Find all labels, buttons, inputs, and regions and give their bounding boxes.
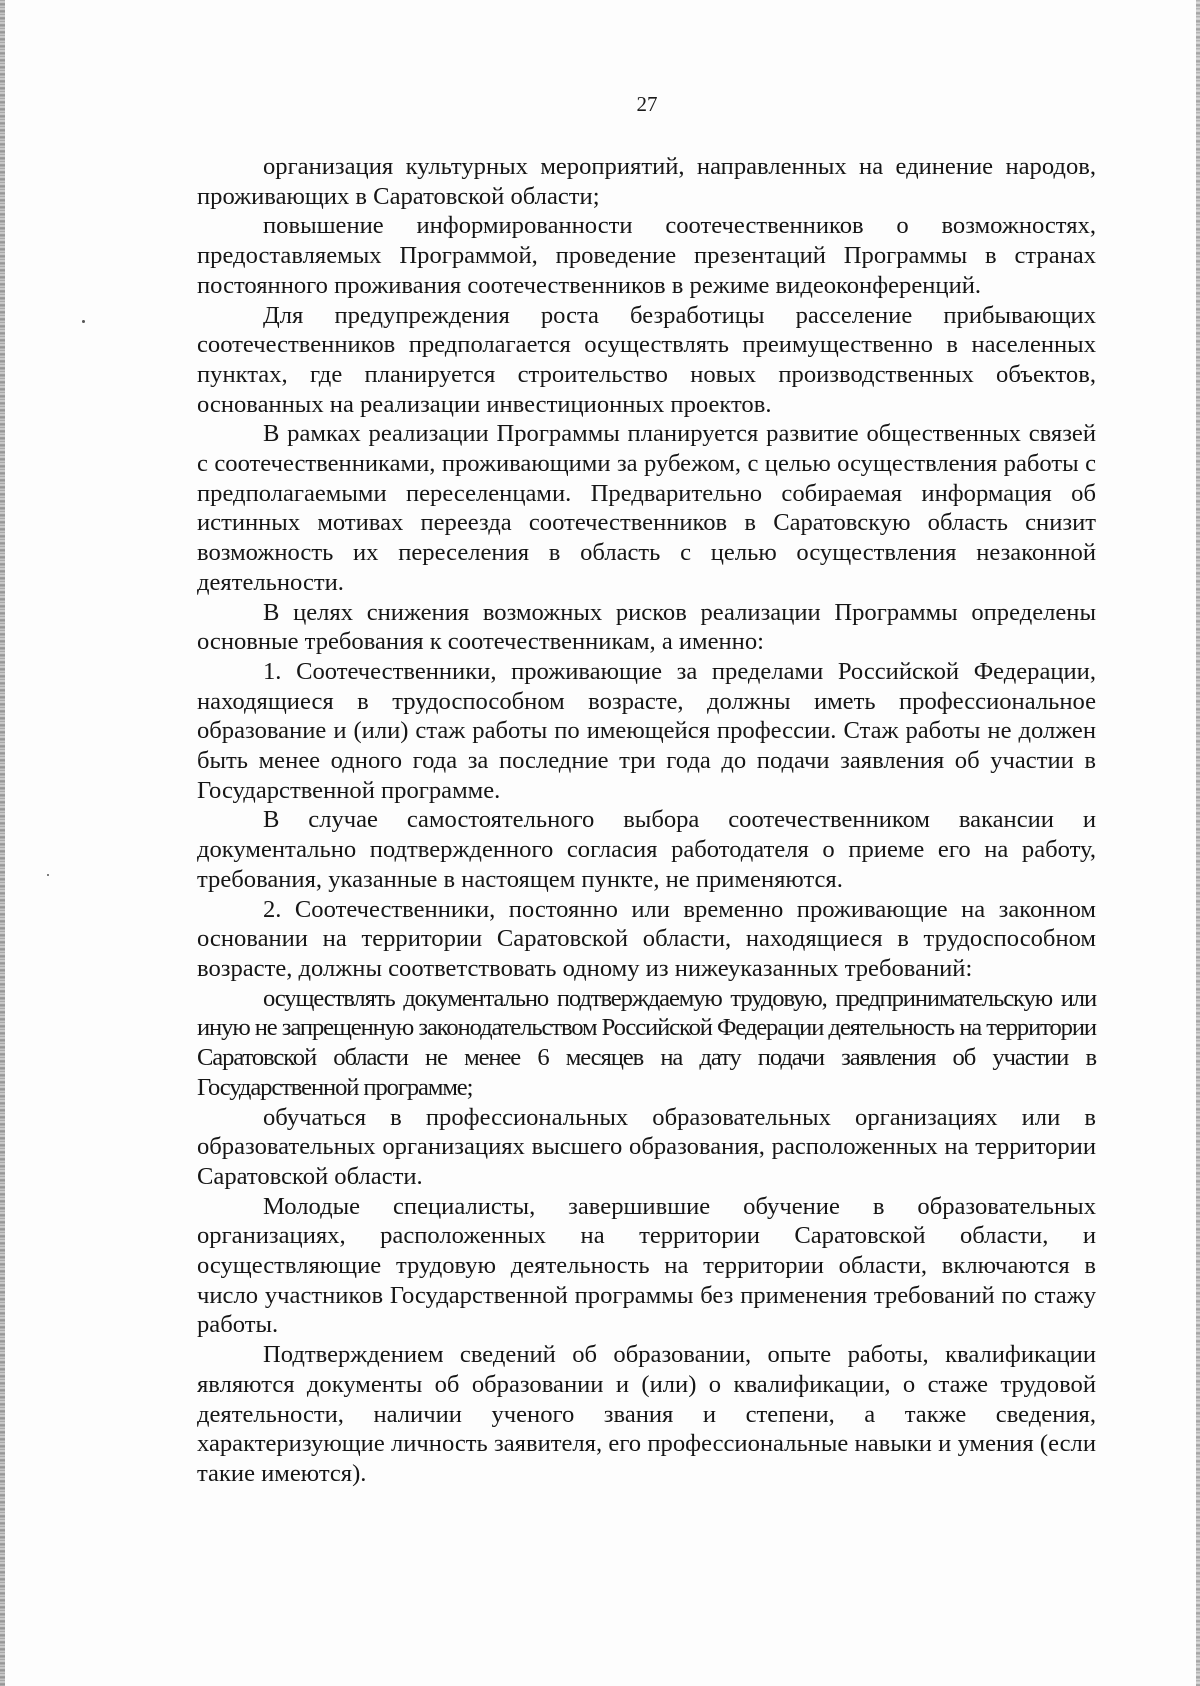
paragraph-requirement-2: 2. Соотечественники, постоянно или временно проживающие на законном основании на территории Саратовской области, находящиеся в трудоспособном возрасте, должны соответствовать одному из нижеуказанных требований: — [197, 895, 1096, 982]
paragraph-cultural-events: организация культурных мероприятий, направленных на единение народов, проживающих в Саратовской области; — [197, 153, 1096, 210]
paragraph-young-specialists: Молодые специалисты, завершившие обучение в образовательных организациях, расположенных на территории Саратовской области, и осуществляющие трудовую деятельность на территории области, включаются в число участников Государственной программы без применения требований по стажу работы. — [197, 1192, 1096, 1339]
paragraph-awareness: повышение информированности соотечественников о возможностях, предоставляемых Программой, проведение презентаций Программы в странах постоянного проживания соотечественников в режиме видеоконференций. — [197, 212, 1096, 299]
paragraph-requirement-1: 1. Соотечественники, проживающие за пределами Российской Федерации, находящиеся в трудоспособном возрасте, должны иметь профессиональное образование и (или) стаж работы по имеющейся профессии. Стаж работы не должен быть менее одного года за последние три года до подачи заявления об участии в Государственной программе. — [197, 657, 1096, 804]
page-number: 27 — [636, 92, 658, 116]
paragraph-study-condition: обучаться в профессиональных образовательных организациях или в образовательных организациях высшего образования, расположенных на территории Саратовской области. — [197, 1103, 1096, 1190]
paragraph-unemployment: Для предупреждения роста безработицы расселение прибывающих соотечественников предполагается осуществлять преимущественно в населенных пунктах, где планируется строительство новых производственных объектов, основанных на реализации инвестиционных проектов. — [197, 301, 1096, 418]
paragraph-employment-condition: осуществлять документально подтверждаемую трудовую, предпринимательскую или иную не запрещенную законодательством Российской Федерации деятельность на территории Саратовской области не менее 6 месяцев на дату подачи заявления об участии в Государственной программе; — [197, 984, 1096, 1101]
paragraph-risk-reduction: В целях снижения возможных рисков реализации Программы определены основные требования к соотечественникам, а именно: — [197, 598, 1096, 656]
paragraph-confirmation-documents: Подтверждением сведений об образовании, опыте работы, квалификации являются документы об образовании и (или) о квалификации, о стаже трудовой деятельности, наличии ученого звания и степени, а также сведения, характеризующие личность заявителя, его профессиональные навыки и умения (если такие имеются). — [197, 1341, 1096, 1487]
scan-edge-right — [1196, 0, 1200, 1686]
scan-speck — [47, 874, 49, 876]
paragraph-vacancy-exception: В случае самостоятельного выбора соотечественником вакансии и документально подтвержденного согласия работодателя о приеме его на работу, требования, указанные в настоящем пункте, не применяются. — [197, 806, 1096, 893]
scan-speck — [82, 320, 85, 323]
paragraph-public-relations: В рамках реализации Программы планируется развитие общественных связей с соотечественниками, проживающими за рубежом, с целью осуществления работы с предполагаемыми переселенцами. Предварительно собираемая информация об истинных мотивах переезда соотечественников в Саратовскую область снизит возможность их переселения в область с целью осуществления незаконной деятельности. — [197, 420, 1096, 596]
body-text — [197, 152, 1096, 1489]
scan-edge-left — [0, 0, 5, 1686]
